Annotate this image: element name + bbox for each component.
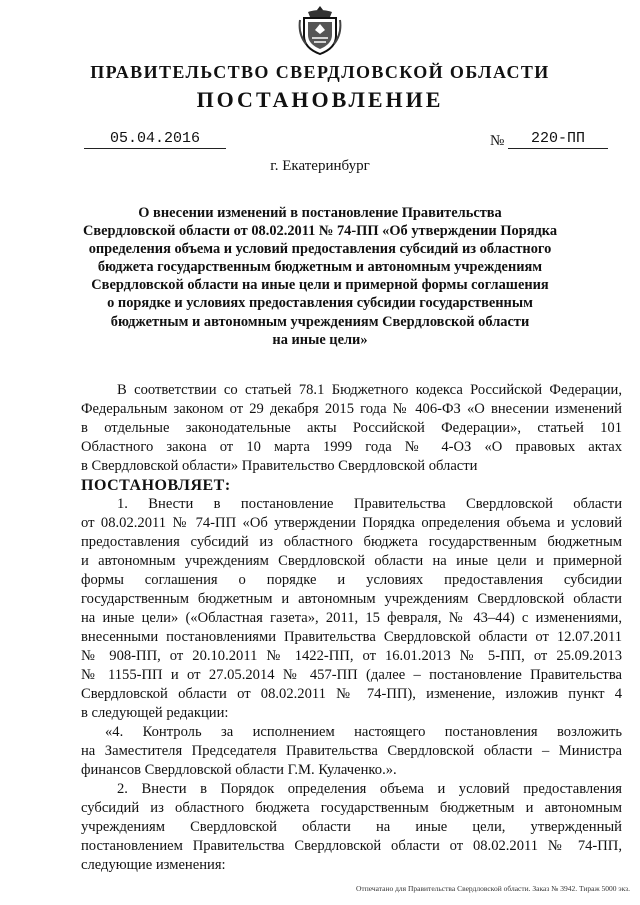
subject-line: о порядке и условиях предоставления субсидии государственным (107, 295, 533, 312)
resolves-heading: ПОСТАНОВЛЯЕТ: (81, 477, 231, 494)
body-line: Свердловской области от 08.02.2011 № 74-ПП), изменение, изложив пункт 4 (81, 686, 622, 702)
subject-line: О внесении изменений в постановление Правительства (138, 205, 502, 221)
document-body (81, 381, 622, 875)
number-sign: № (490, 133, 505, 149)
subject-line: бюджетным и автономным учреждениям Свердловской области (110, 313, 530, 330)
body-line: и автономным учреждениям Свердловской области на иные цели и примерной (81, 553, 622, 569)
document-date: 05.04.2016 (109, 130, 200, 147)
document-type-title: ПОСТАНОВЛЕНИЕ (196, 87, 444, 112)
subject-line: определения объема и условий предоставления субсидий из областного (88, 241, 552, 258)
body-line: предоставления субсидий из областного бюджета государственным бюджетным (81, 534, 622, 550)
body-line: от 08.02.2011 № 74-ПП «Об утверждении Порядка определения объема и условий (81, 515, 622, 531)
body-line: № 1155-ПП и от 27.05.2014 № 457-ПП (далее – постановление Правительства (81, 667, 622, 683)
body-line: 1. Внести в постановление Правительства Свердловской области (117, 496, 622, 512)
date-underline (84, 148, 226, 149)
body-line: постановлением Правительства Свердловской области от 08.02.2011 № 74-ПП, (81, 838, 622, 854)
document-number: 220-ПП (530, 130, 585, 147)
issue-city: г. Екатеринбург (270, 158, 370, 174)
body-line: учреждениям Свердловской области на иные цели, утвержденный (81, 819, 622, 835)
body-line: внесенными постановлениями Правительства Свердловской области от 12.07.2011 (81, 629, 622, 645)
subject-line: Свердловской области от 08.02.2011 № 74-ПП «Об утверждении Порядка (82, 223, 558, 240)
body-line: на иные цели» («Областная газета», 2011, 15 февраля, № 43–44) с изменениями, (81, 610, 622, 626)
sverdlovsk-coat-of-arms-icon (298, 4, 342, 58)
body-line: В соответствии со статьей 78.1 Бюджетного кодекса Российской Федерации, (117, 382, 622, 398)
body-line: «4. Контроль за исполнением настоящего постановления возложить (105, 724, 622, 740)
body-line: 2. Внести в Порядок определения объема и условий предоставления (117, 781, 622, 797)
body-line: государственным бюджетным и автономным учреждениям Свердловской области (81, 591, 622, 607)
print-footer: Отпечатано для Правительства Свердловской области. Заказ № 3942. Тираж 5000 экз. (356, 884, 630, 893)
subject-line: на иные цели» (272, 331, 368, 348)
subject-line: Свердловской области на иные цели и примерной формы соглашения (91, 277, 549, 294)
body-line: формы соглашения о порядке и условиях предоставления субсидии (81, 572, 622, 588)
document-subject (40, 204, 600, 349)
body-line: в отдельные законодательные акты Российской Федерации», статьей 101 (81, 420, 622, 436)
body-line: № 908-ПП, от 20.10.2011 № 1422-ПП, от 16.01.2013 № 5-ПП, от 25.09.2013 (81, 648, 622, 664)
body-line: Областного закона от 10 марта 1999 года № 4-ОЗ «О правовых актах (81, 439, 622, 455)
body-line: Федеральным законом от 29 декабря 2015 года № 406-ФЗ «О внесении изменений (81, 401, 622, 417)
number-underline (508, 148, 608, 149)
body-line: следующие изменения: (81, 857, 226, 873)
body-line: субсидий из областного бюджета государственным бюджетным и автономным (81, 800, 622, 816)
body-line: финансов Свердловской области Г.М. Кулаченко.». (81, 762, 397, 778)
body-line: на Заместителя Председателя Правительства Свердловской области – Министра (81, 743, 622, 759)
subject-line: бюджета государственным бюджетным и автономным учреждениям (97, 259, 543, 276)
government-title: ПРАВИТЕЛЬСТВО СВЕРДЛОВСКОЙ ОБЛАСТИ (90, 62, 550, 82)
body-line: в следующей редакции: (81, 705, 229, 721)
body-line: в Свердловской области» Правительство Свердловской области (81, 458, 478, 474)
